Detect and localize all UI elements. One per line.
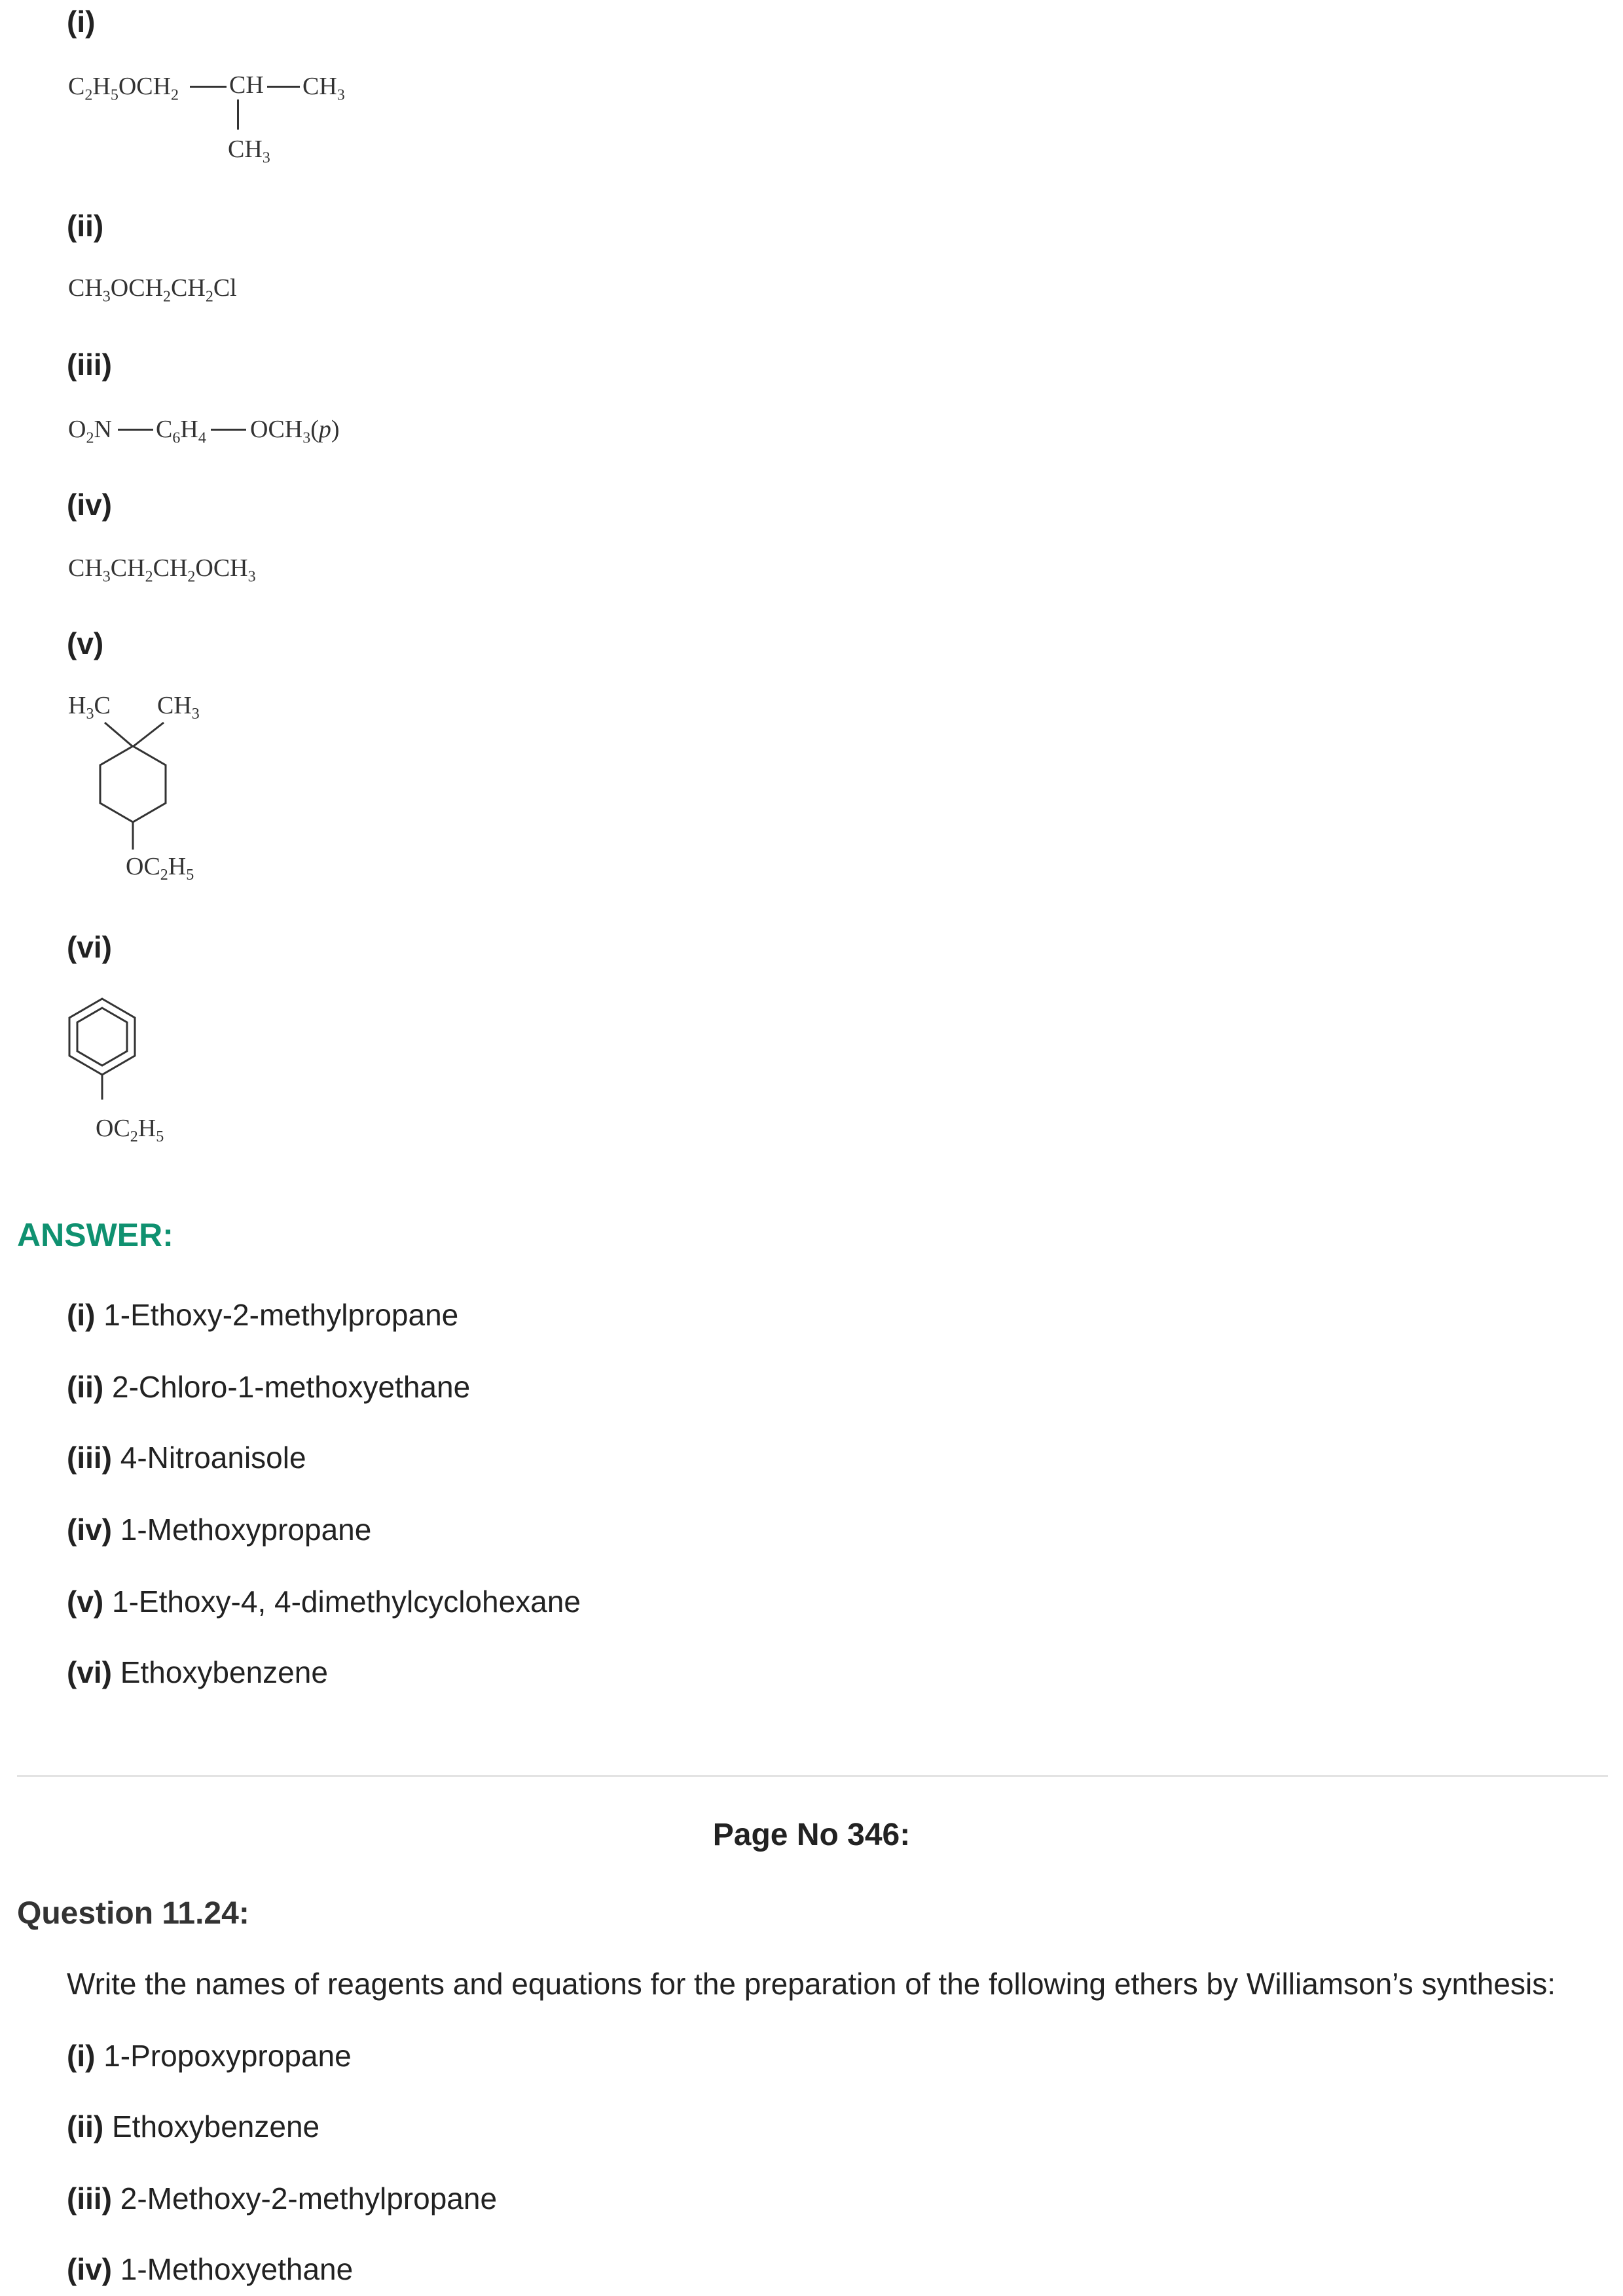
- answer-heading: ANSWER:: [17, 1217, 173, 1253]
- answer-item-label: (iv): [67, 1513, 112, 1547]
- structure-i-group-left: $C_2H_5OCH_2$: [68, 73, 179, 104]
- answer-item-text: 1-Ethoxy-2-methylpropane: [103, 1298, 459, 1332]
- structure-vi-oc2h5: $OC_2H_5$: [96, 1115, 164, 1145]
- section-divider: [17, 1775, 1608, 1777]
- answer-item-text: 4-Nitroanisole: [120, 1441, 306, 1475]
- structure-v-h3c: $H_3C$: [68, 692, 111, 723]
- bond: [190, 86, 227, 88]
- answer-item-label: (v): [67, 1585, 104, 1619]
- answer-item-text: Ethoxybenzene: [120, 1655, 328, 1689]
- structure-label-vi: (vi): [67, 930, 112, 964]
- answer-item: [67, 1297, 458, 1333]
- question-item: [67, 2181, 497, 2216]
- structure-label-iii: (iii): [67, 348, 112, 382]
- structure-iii-group-right: $OCH_3(p)$: [250, 416, 340, 447]
- answer-item-label: (i): [67, 1298, 96, 1332]
- question-item-text: 2-Methoxy-2-methylpropane: [120, 2181, 498, 2215]
- structure-i-group-center: CH: [229, 71, 264, 99]
- answer-item: [67, 1584, 581, 1619]
- question-item: [67, 2038, 352, 2073]
- bond: [118, 429, 153, 431]
- question-item-label: (iii): [67, 2181, 112, 2215]
- question-item-label: (ii): [67, 2109, 104, 2144]
- structure-iii-group-center: $C_6H_4$: [156, 416, 206, 447]
- answer-item: [67, 1440, 306, 1475]
- structure-ii-formula: $CH_3OCH_2CH_2Cl$: [68, 274, 237, 306]
- structure-label-i: (i): [67, 5, 96, 39]
- answer-item-label: (vi): [67, 1655, 112, 1689]
- answer-item-text: 2-Chloro-1-methoxyethane: [111, 1370, 471, 1404]
- structure-v-ch3: $CH_3$: [157, 692, 200, 723]
- bond: [237, 99, 239, 130]
- structure-iii-group-left: $O_2N$: [68, 416, 112, 447]
- structure-i-group-right: $CH_3$: [302, 73, 345, 104]
- question-item-text: 1-Methoxyethane: [120, 2252, 354, 2286]
- question-item-text: 1-Propoxypropane: [103, 2039, 352, 2073]
- structure-i-branch: $CH_3$: [228, 135, 270, 167]
- answer-item: [67, 1512, 371, 1547]
- structure-label-iv: (iv): [67, 488, 112, 522]
- structure-v-ring: [59, 686, 229, 895]
- question-heading: Question 11.24:: [17, 1896, 249, 1931]
- answer-item-text: 1-Methoxypropane: [120, 1513, 372, 1547]
- answer-item: [67, 1655, 328, 1690]
- structure-vi-benzene: [46, 995, 203, 1158]
- structure-label-v: (v): [67, 626, 104, 660]
- structure-label-ii: (ii): [67, 209, 104, 243]
- answer-item-label: (iii): [67, 1441, 112, 1475]
- question-item-text: Ethoxybenzene: [111, 2109, 320, 2144]
- bond: [211, 429, 246, 431]
- answer-item: [67, 1369, 470, 1405]
- question-item-label: (iv): [67, 2252, 112, 2286]
- bond: [267, 86, 300, 88]
- question-item: [67, 2109, 319, 2144]
- answer-item-label: (ii): [67, 1370, 104, 1404]
- page-number: Page No 346:: [712, 1818, 911, 1852]
- question-item: [67, 2251, 353, 2287]
- question-item-label: (i): [67, 2039, 96, 2073]
- structure-v-oc2h5: $OC_2H_5$: [126, 853, 194, 884]
- structure-iv-formula: $CH_3CH_2CH_2OCH_3$: [68, 554, 256, 586]
- question-text: Write the names of reagents and equations for the preparation of the following ethers by Williamson’s synthesis:: [67, 1967, 1556, 2001]
- answer-item-text: 1-Ethoxy-4, 4-dimethylcyclohexane: [112, 1585, 581, 1619]
